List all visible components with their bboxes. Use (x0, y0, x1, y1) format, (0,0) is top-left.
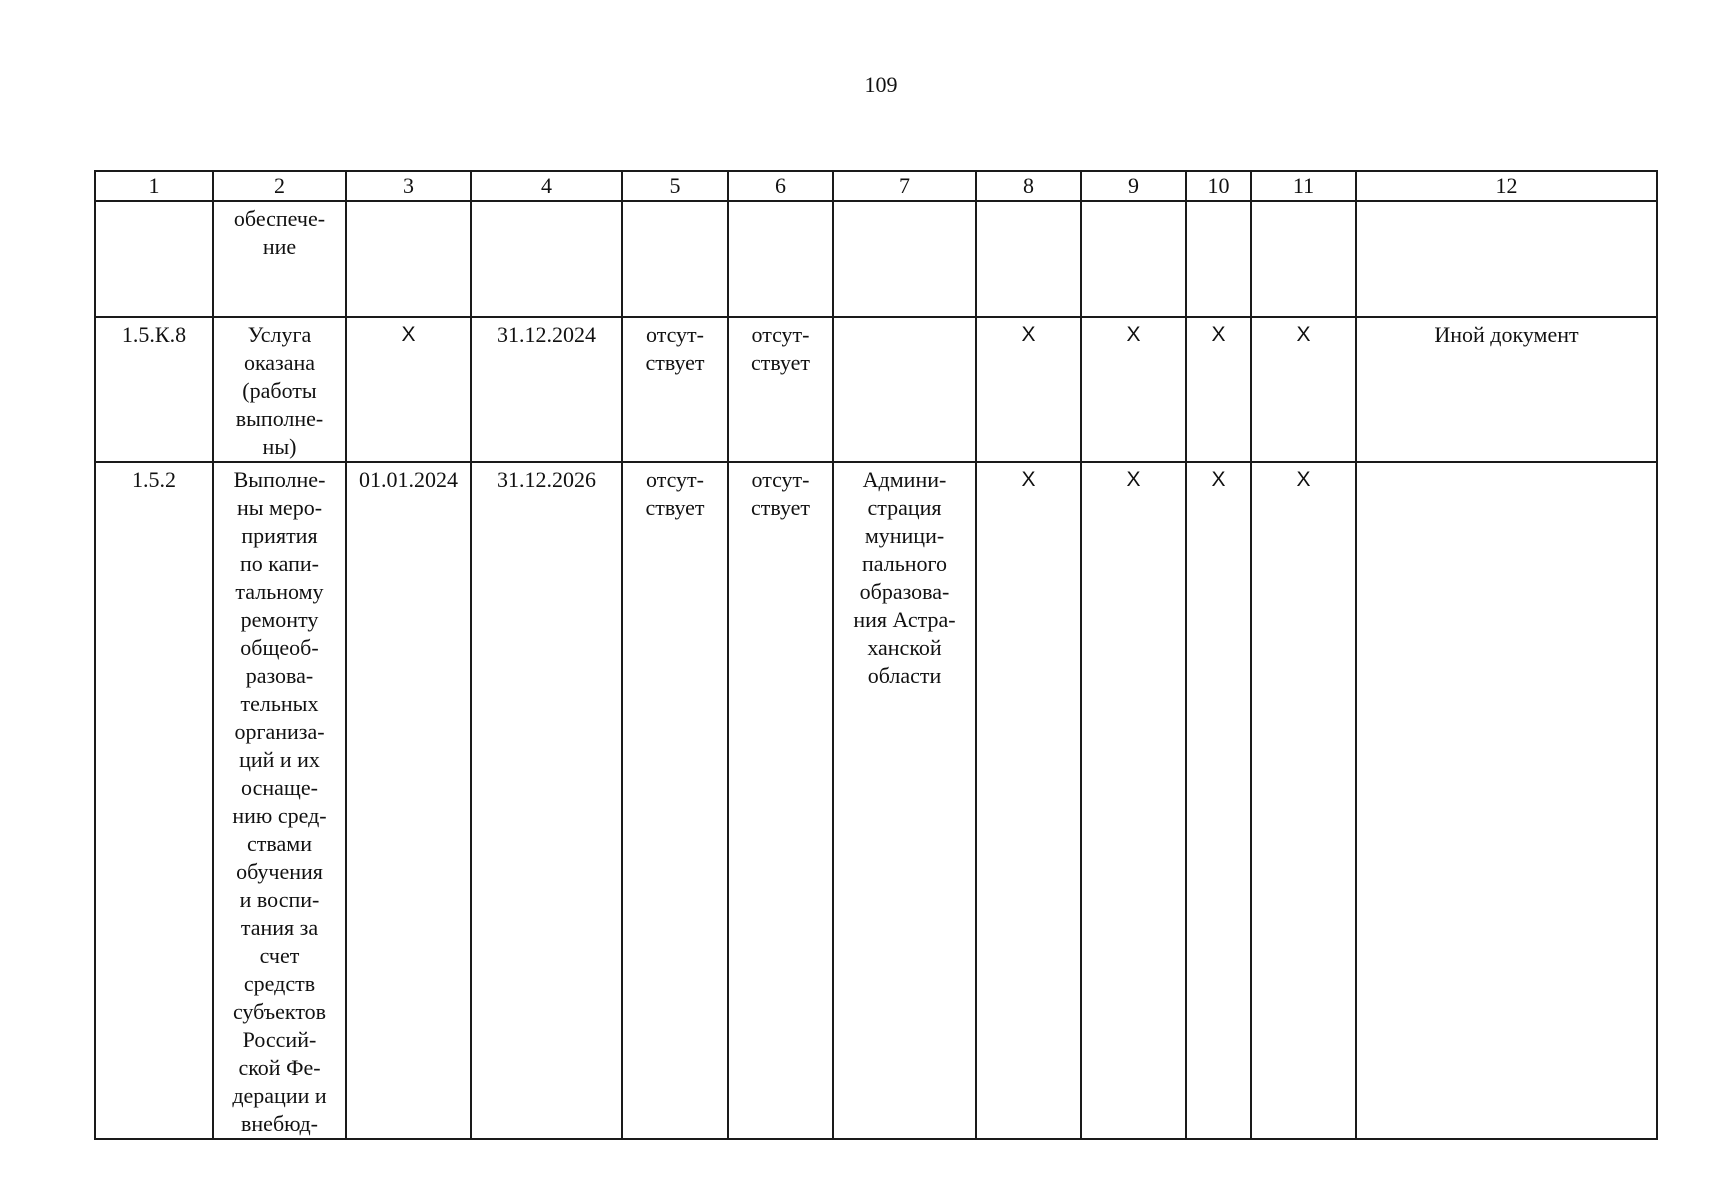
page-number: 109 (864, 72, 898, 97)
cell-line: счет (259, 943, 300, 968)
cell-line: ханской (867, 635, 942, 660)
cell-document (1356, 201, 1657, 317)
cell-line: ние (262, 234, 297, 259)
cell-col9 (1081, 317, 1186, 462)
cell-col11 (1251, 201, 1356, 317)
cell-line: 01.01.2024 (359, 467, 458, 492)
cell-line: Выполне- (233, 467, 326, 492)
cell-line: отсут- (645, 467, 704, 492)
x-mark: X (1211, 323, 1226, 346)
cell-description (213, 201, 346, 317)
cell-line: (работы (242, 378, 317, 403)
cell-line: нию сред- (232, 803, 327, 828)
cell-line: обучения (236, 859, 323, 884)
column-header: 12 (1356, 171, 1657, 201)
cell-line: выполне- (235, 406, 324, 431)
data-table (94, 170, 1658, 1140)
cell-line: 1.5.2 (132, 467, 176, 492)
x-mark: X (1211, 468, 1226, 491)
cell-line: по капи- (240, 551, 319, 576)
x-mark: X (1021, 323, 1036, 346)
cell-col6 (728, 317, 833, 462)
cell-description (213, 317, 346, 462)
cell-responsible (833, 462, 976, 1139)
cell-line: тания за (240, 915, 319, 940)
column-header: 1 (95, 171, 213, 201)
cell-description (213, 462, 346, 1139)
cell-line: средств (243, 971, 316, 996)
column-header: 2 (213, 171, 346, 201)
cell-line: 1.5.К.8 (121, 322, 187, 347)
cell-line: ны) (262, 434, 297, 459)
cell-start-date (346, 462, 471, 1139)
cell-start-date (346, 317, 471, 462)
cell-line: отсут- (751, 322, 810, 347)
cell-line: ствует (750, 495, 811, 520)
cell-line: и воспи- (239, 887, 320, 912)
cell-line: тельных (240, 691, 319, 716)
cell-line: приятия (241, 523, 318, 548)
cell-col10 (1186, 317, 1251, 462)
cell-line: внебюд- (241, 1111, 318, 1136)
cell-line: общеоб- (240, 635, 319, 660)
column-header: 8 (976, 171, 1081, 201)
cell-line: Админи- (862, 467, 947, 492)
cell-col9 (1081, 201, 1186, 317)
cell-line: ствует (750, 350, 811, 375)
column-header: 6 (728, 171, 833, 201)
cell-line: оказана (243, 350, 316, 375)
x-mark: X (1021, 468, 1036, 491)
cell-line: организа- (234, 719, 325, 744)
cell-responsible (833, 317, 976, 462)
x-mark: X (1126, 323, 1141, 346)
x-mark: X (1296, 468, 1311, 491)
cell-line: муници- (864, 523, 945, 548)
cell-col6 (728, 201, 833, 317)
x-mark: X (1296, 323, 1311, 346)
column-header: 9 (1081, 171, 1186, 201)
cell-line: тальному (235, 579, 324, 604)
table-row (95, 201, 1657, 317)
cell-line: ствует (645, 350, 705, 375)
cell-line: ствами (247, 831, 312, 856)
x-mark: X (401, 323, 416, 346)
cell-end-date (471, 201, 622, 317)
column-header: 4 (471, 171, 622, 201)
table-row (95, 317, 1657, 462)
cell-end-date (471, 462, 622, 1139)
cell-line: оснаще- (241, 775, 318, 800)
cell-end-date (471, 317, 622, 462)
cell-number (95, 201, 213, 317)
cell-col8 (976, 462, 1081, 1139)
cell-line: ния Астра- (853, 607, 956, 632)
cell-col11 (1251, 462, 1356, 1139)
cell-line: 31.12.2024 (497, 322, 596, 347)
cell-col10 (1186, 201, 1251, 317)
cell-col8 (976, 317, 1081, 462)
cell-col11 (1251, 317, 1356, 462)
cell-number (95, 462, 213, 1139)
cell-line: пального (862, 551, 947, 576)
cell-line: 31.12.2026 (497, 467, 596, 492)
cell-start-date (346, 201, 471, 317)
cell-document (1356, 462, 1657, 1139)
cell-col10 (1186, 462, 1251, 1139)
cell-line: обеспече- (233, 206, 326, 231)
cell-number (95, 317, 213, 462)
cell-col6 (728, 462, 833, 1139)
cell-col5 (622, 462, 728, 1139)
column-header: 3 (346, 171, 471, 201)
cell-line: ской Фе- (238, 1055, 321, 1080)
column-header: 5 (622, 171, 728, 201)
cell-col5 (622, 317, 728, 462)
cell-col5 (622, 201, 728, 317)
cell-line: отсут- (645, 322, 704, 347)
column-header: 11 (1251, 171, 1356, 201)
cell-line: Иной документ (1434, 322, 1579, 347)
cell-line: Россий- (242, 1027, 317, 1052)
cell-responsible (833, 201, 976, 317)
cell-line: отсут- (751, 467, 810, 492)
table-row (95, 462, 1657, 1139)
cell-col8 (976, 201, 1081, 317)
column-header: 7 (833, 171, 976, 201)
cell-line: ны меро- (236, 495, 323, 520)
column-header: 10 (1186, 171, 1251, 201)
cell-line: страция (867, 495, 942, 520)
cell-line: образова- (859, 579, 950, 604)
cell-line: ций и их (239, 747, 320, 772)
cell-col9 (1081, 462, 1186, 1139)
cell-line: области (867, 663, 942, 688)
cell-line: разова- (245, 663, 314, 688)
x-mark: X (1126, 468, 1141, 491)
cell-line: дерации и (232, 1083, 327, 1108)
cell-line: ремонту (240, 607, 319, 632)
cell-line: Услуга (247, 322, 312, 347)
cell-line: субъектов (232, 999, 327, 1024)
cell-line: ствует (645, 495, 705, 520)
header-row (95, 171, 1657, 201)
cell-document (1356, 317, 1657, 462)
